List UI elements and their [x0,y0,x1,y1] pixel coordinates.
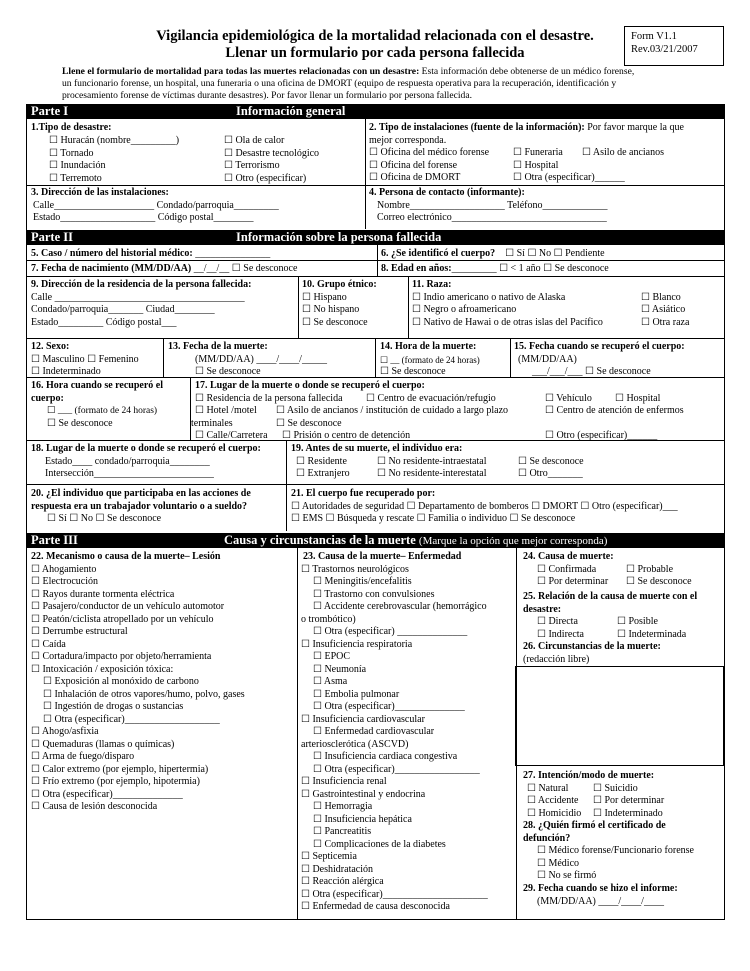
option-natural[interactable]: ☐ Natural [527,782,569,794]
injury-option-item[interactable]: ☐ Cortadura/impacto por objeto/herramienta [31,651,212,662]
part3-header [26,533,725,548]
option-funeral-home[interactable]: ☐ Funeraria [513,147,563,158]
option-sex-undetermined[interactable]: ☐ Indeterminado [31,366,101,377]
option-non-hispanic[interactable]: ☐ No hispano [302,304,360,315]
disease-option-item: arteriosclerótica (ASCVD) [301,738,409,750]
hotel-continuation: terminales [191,417,233,429]
section-20-heading-2: respuesta era un trabajador voluntario o a sueldo? [31,500,248,512]
injury-option-item[interactable]: ☐ Causa de lesión desconocida [31,801,158,812]
report-date-field[interactable]: (MM/DD/AA) ____/____/____ [537,895,664,907]
section-14-death-time [380,341,508,379]
injury-option-item[interactable]: ☐ Intoxicación / exposición tóxica: [31,663,174,675]
section-14-heading: 14. Hora de la muerte: [380,341,477,352]
disease-option-item[interactable]: ☐ Deshidratación [301,863,373,875]
option-terrorism[interactable]: ☐ Terrorismo [224,160,280,171]
disease-option-item[interactable]: ☐ Septicemia [301,851,357,862]
disease-option-item[interactable]: ☐ Insuficiencia renal [301,776,387,787]
instructions-line2: un funcionario forense, un hospital, una funeraria o una oficina de DMORT (equipo de respuesta operativa para la recuperación, identificación y [62,78,617,89]
option-suicide[interactable]: ☐ Suicidio [593,782,638,794]
option-direct[interactable]: ☐ Directa [537,616,578,627]
contact-email[interactable]: Correo electrónico_______________________________ [377,212,607,223]
injury-option-item[interactable]: ☐ Calor extremo (por ejemplo, hipertermia) [31,763,209,775]
option-pending[interactable]: ☐ Por determinar [537,576,609,587]
option-homicide[interactable]: ☐ Homicidio [527,807,582,819]
section-3-facility-address [31,187,361,225]
option-long-term-care[interactable]: ☐ Asilo de ancianos / institución de cuidado a largo plazo [276,405,509,416]
option-probable[interactable]: ☐ Probable [626,563,674,575]
option-other-race[interactable]: ☐ Otra raza [641,316,690,328]
field-birth-date [31,263,297,276]
section-11-heading: 11. Raza: [412,279,452,290]
injury-option-item[interactable]: ☐ Derrumbe estructural [31,626,128,637]
option-residency-unknown[interactable]: ☐ Se desconoce [518,455,584,467]
section-20-worker [31,488,284,526]
part1-header [26,104,725,119]
option-possible[interactable]: ☐ Posible [617,616,658,627]
section-22-heading: 22. Mecanismo o causa de la muerte– Lesión [31,551,221,562]
section-1-heading: 1.Tipo de desastre: [31,122,112,133]
part2-header [26,230,725,245]
section-16-heading-2: cuerpo: [31,392,64,404]
section-23-heading: 23. Causa de la muerte– Enfermedad [303,551,462,562]
section-29-report-date [523,883,723,908]
option-prison[interactable]: ☐ Prisión o centro de detención [282,430,411,441]
section-5-label: 5. Caso / número del historial médico: [31,248,193,259]
section-15-heading: 15. Fecha cuando se recuperó el cuerpo: [514,341,685,352]
option-nursing-home[interactable]: ☐ Asilo de ancianos [582,147,665,158]
form-title-line1: Vigilancia epidemiológica de la mortalidad relacionada con el desastre. [156,28,594,44]
location-state-county[interactable]: Estado____ condado/parroquia________ [45,455,210,467]
injury-option-item[interactable]: ☐ Frío extremo (por ejemplo, hipotermia) [31,776,200,787]
part1-title: Información general [236,104,346,118]
section-10-ethnicity [302,279,406,329]
disease-option-item[interactable]: ☐ Complicaciones de la diabetes [313,838,446,850]
option-black[interactable]: ☐ Negro o afroamericano [412,304,517,315]
option-other-place[interactable]: ☐ Otro (especificar)______ [545,430,658,441]
part2-label: Parte II [31,230,73,244]
instructions-line1: Esta información debe obtenerse de un médico forense, [419,66,635,77]
option-residency-other[interactable]: ☐ Otro_______ [518,468,583,479]
option-physician[interactable]: ☐ Médico [537,857,580,869]
residence-state-zip[interactable]: Estado_________ Código postal___ [31,316,177,328]
injury-option-item[interactable]: ☐ Caída [31,638,66,650]
form-version-box [624,26,724,66]
section-8-label: 8. Edad en años: [381,263,452,274]
disease-option-item[interactable]: ☐ Hemorragia [313,801,373,812]
disease-option-item[interactable]: ☐ Accidente cerebrovascular (hemorrágico [313,601,487,612]
recovery-time-field[interactable]: ☐ ___ (formato de 24 horas) [47,406,158,416]
option-intrastate[interactable]: ☐ No residente-intraestatal [377,455,487,467]
injury-option-item[interactable]: ☐ Ahogo/asfixia [31,726,99,737]
option-heat-wave[interactable]: ☐ Ola de calor [224,135,285,146]
option-hospital-source[interactable]: ☐ Hospital [513,159,559,171]
instructions-line3: procesamiento forense de víctimas durante desastres). Por favor llenar un formulario por persona fallecida. [62,90,472,101]
option-medical-examiner[interactable]: ☐ Médico forense/Funcionario forense [537,845,694,856]
part1-label: Parte I [31,104,69,118]
section-21-heading: 21. El cuerpo fue recuperado por: [291,488,436,499]
option-confirmed[interactable]: ☐ Confirmada [537,563,597,575]
section-19-residency [291,443,723,481]
section-28-heading: 28. ¿Quién firmó el certificado de [523,820,666,831]
option-not-signed[interactable]: ☐ No se firmó [537,870,597,881]
option-coroner-office[interactable]: ☐ Oficina del médico forense [369,147,490,158]
age-options[interactable]: _________ ☐ < 1 año ☐ Se desconoce [451,263,609,274]
option-manner-pending[interactable]: ☐ Por determinar [593,795,665,806]
field-body-identified [381,248,605,261]
disease-option-item[interactable]: ☐ Meningitis/encefalitis [313,576,412,587]
disease-option-item[interactable]: ☐ Embolia pulmonar [313,688,400,700]
disease-option-item[interactable]: ☐ Otra (especificar)_________________ [313,763,480,775]
section-16-heading: 16. Hora cuando se recuperó el [31,380,164,391]
section-2-heading-note: Por favor marque la que [584,122,684,133]
disease-option-item[interactable]: ☐ Enfermedad de causa desconocida [301,901,450,912]
death-date-field[interactable]: (MM/DD/AA) ____/____/_____ [195,353,327,365]
sex-options[interactable]: ☐ Masculino ☐ Femenino [31,353,139,365]
option-interstate[interactable]: ☐ No residente-interestatal [377,468,487,479]
circumstances-hint: (redacción libre) [523,653,590,665]
section-12-heading: 12. Sexo: [31,341,70,352]
contact-name-phone[interactable]: Nombre___________________ Teléfono_____________ [377,199,608,211]
death-time-unknown[interactable]: ☐ Se desconoce [380,366,446,377]
recovery-date-format: (MM/DD/AA) [518,353,577,365]
section-1-disaster-type [31,122,361,184]
section-25-relation [523,591,723,641]
section-28-certifier [523,820,723,883]
disease-option-item[interactable]: ☐ Trastorno con convulsiones [313,588,435,600]
option-cause-unknown[interactable]: ☐ Se desconoce [626,576,692,587]
injury-option-item[interactable]: ☐ Electrocución [31,576,98,587]
disease-option-item[interactable]: ☐ EPOC [313,651,351,662]
section-16-recovery-time [31,380,188,430]
option-street[interactable]: ☐ Calle/Carretera [195,430,268,441]
section-25-heading: 25. Relación de la causa de muerte con el [523,591,698,602]
injury-option-item[interactable]: ☐ Ahogamiento [31,563,97,575]
option-indeterminate[interactable]: ☐ Indeterminada [617,628,687,640]
injury-option-item[interactable]: ☐ Rayos durante tormenta eléctrica [31,588,175,600]
death-date-unknown[interactable]: ☐ Se desconoce [195,366,261,377]
option-pacific-islander[interactable]: ☐ Nativo de Hawai o de otras islas del Pacífico [412,316,603,328]
section-15-recovery-date [514,341,724,379]
section-23-disease [301,551,513,914]
section-24-cause-status [523,551,723,589]
section-18-location [31,443,284,481]
option-tornado[interactable]: ☐ Tornado [49,147,94,159]
option-hospice[interactable]: ☐ Centro de atención de enfermos [545,405,684,416]
recovered-by-row1[interactable]: ☐ Autoridades de seguridad ☐ Departamento de bomberos ☐ DMORT ☐ Otro (especificar)___ [291,500,678,512]
disease-option-item[interactable]: ☐ Pancreatitis [313,826,372,837]
option-foreign[interactable]: ☐ Extranjero [296,468,350,479]
disease-option-item[interactable]: ☐ Trastornos neurológicos [301,563,409,575]
part2-title: Información sobre la persona fallecida [236,230,442,244]
section-21-recovered-by [291,488,723,526]
disease-option-item[interactable]: ☐ Otra (especificar)______________ [313,701,465,712]
location-intersection[interactable]: Intersección________________________ [45,468,214,479]
residence-county-city[interactable]: Condado/parroquia_______ Ciudad________ [31,304,215,315]
section-18-heading: 18. Lugar de la muerte o donde se recuperó el cuerpo: [31,443,261,454]
birth-date-options[interactable]: __/__/__ ☐ Se desconoce [193,263,298,274]
section-27-manner [523,770,723,820]
injury-option-item[interactable]: ☐ Otra (especificar)______________ [31,788,183,800]
section-28-heading-2: defunción? [523,832,571,844]
part3-label: Parte III [31,533,78,547]
body-identified-options[interactable]: ☐ Sí ☐ No ☐ Pendiente [505,248,605,259]
disease-option-item[interactable]: ☐ Insuficiencia cardiaca congestiva [313,751,458,762]
option-flood[interactable]: ☐ Inundación [49,160,106,171]
field-case-number[interactable] [31,248,270,261]
section-9-residence [31,279,295,329]
form-title-line2: Llenar un formulario por cada persona fallecida [225,45,525,61]
section-17-place-of-death [191,380,723,443]
disease-option-item[interactable]: ☐ Enfermedad cardiovascular [313,726,435,737]
option-manner-undetermined[interactable]: ☐ Indeterminado [593,807,663,819]
instructions-bold: Llene el formulario de mortalidad para todas las muertes relacionadas con un desastre: [62,66,420,77]
section-26-heading: 26. Circunstancias de la muerte: [523,641,661,652]
option-earthquake[interactable]: ☐ Terremoto [49,172,102,184]
section-19-heading: 19. Antes de su muerte, el individuo era: [291,443,463,454]
disease-option-item[interactable]: ☐ Gastrointestinal y endocrina [301,788,426,800]
section-7-label: 7. Fecha de nacimiento (MM/DD/AA) [31,263,192,274]
injury-option-item[interactable]: ☐ Quemaduras (llamas o químicas) [31,738,175,750]
option-asian[interactable]: ☐ Asiático [641,304,686,315]
option-resident[interactable]: ☐ Residente [296,455,347,467]
worker-options[interactable]: ☐ Sí ☐ No ☐ Se desconoce [47,513,162,524]
option-indirect[interactable]: ☐ Indirecta [537,628,584,640]
section-4-contact [369,187,721,225]
recovery-date-field[interactable]: ___/___/___ ☐ Se desconoce [532,366,651,377]
residence-street[interactable]: Calle ______________________________________ [31,291,245,303]
form-revision: Rev.03/21/2007 [631,44,698,55]
option-tech-disaster[interactable]: ☐ Desastre tecnológico [224,147,320,159]
option-forensic-office[interactable]: ☐ Oficina del forense [369,159,458,171]
section-22-injury [31,551,293,814]
section-29-heading: 29. Fecha cuando se hizo el informe: [523,883,678,894]
injury-option-item[interactable]: ☐ Pasajero/conductor de un vehículo automotor [31,601,225,612]
section-17-heading: 17. Lugar de la muerte o donde se recuperó el cuerpo: [195,380,425,391]
injury-option-item[interactable]: ☐ Exposición al monóxido de carbono [43,676,199,687]
injury-option-item[interactable]: ☐ Inhalación de otros vapores/humo, polvo, gases [43,688,245,700]
option-hotel[interactable]: ☐ Hotel /motel [195,405,257,416]
option-vehicle[interactable]: ☐ Vehículo [545,392,592,404]
section-2-facility-type [369,122,721,185]
recovery-time-unknown[interactable]: ☐ Se desconoce [47,417,113,429]
death-time-field[interactable]: ☐ __ (formato de 24 horas) [380,354,480,365]
facility-address-line2[interactable]: Estado___________________ Código postal________ [33,212,254,223]
option-ethnicity-unknown[interactable]: ☐ Se desconoce [302,316,368,328]
disease-option-item[interactable]: ☐ Asma [313,676,348,687]
section-6-label: 6. ¿Se identificó el cuerpo? [381,248,496,259]
facility-address-line1[interactable]: Calle____________________ Condado/parroquia_________ [33,199,279,211]
option-other-disaster[interactable]: ☐ Otro (especificar) [224,172,307,184]
section-27-heading: 27. Intención/modo de muerte: [523,770,655,781]
part3-note: (Marque la opción que mejor corresponda) [418,535,608,547]
form-title [130,28,620,62]
injury-option-item[interactable]: ☐ Arma de fuego/disparo [31,751,135,762]
section-20-heading: 20. ¿El individuo que participaba en las acciones de [31,488,251,499]
disease-option-item[interactable]: ☐ Insuficiencia cardiovascular [301,713,425,725]
section-24-heading: 24. Causa de muerte: [523,551,614,562]
option-dmort-office[interactable]: ☐ Oficina de DMORT [369,172,461,183]
option-hispanic[interactable]: ☐ Hispano [302,291,347,303]
option-shelter[interactable]: ☐ Centro de evacuación/refugio [366,392,496,404]
injury-option-item[interactable]: ☐ Otra (especificar)___________________ [43,713,220,725]
option-accident[interactable]: ☐ Accidente [527,795,579,806]
option-hurricane[interactable]: ☐ Huracán (nombre_________) [49,135,180,146]
disease-option-item[interactable]: ☐ Insuficiencia hepática [313,813,412,825]
case-number-blank: _______________ [195,248,271,259]
option-place-unknown[interactable]: ☐ Se desconoce [276,417,342,429]
section-10-heading: 10. Grupo étnico: [302,279,377,290]
disease-option-item[interactable]: ☐ Reacción alérgica [301,876,384,887]
option-white[interactable]: ☐ Blanco [641,291,681,303]
option-other-source[interactable]: ☐ Otra (especificar)______ [513,172,625,183]
field-age [381,263,609,276]
section-25-heading-2: desastre: [523,603,562,615]
option-residence[interactable]: ☐ Residencia de la persona fallecida [195,392,343,404]
section-26-circumstances [523,641,723,666]
circumstances-textbox[interactable] [515,666,724,766]
section-13-heading: 13. Fecha de la muerte: [168,341,268,352]
section-13-death-date [168,341,373,379]
section-2-heading: 2. Tipo de instalaciones (fuente de la información): [369,122,585,133]
section-4-heading: 4. Persona de contacto (informante): [369,187,525,198]
injury-option-item[interactable]: ☐ Peatón/ciclista atropellado por un vehículo [31,613,214,625]
part3-title: Causa y circunstancias de la muerte [224,533,416,547]
section-2-heading-note2: mejor corresponda. [369,134,447,146]
disease-option-item[interactable]: ☐ Otra (especificar) ______________ [313,626,468,637]
form-id: Form V1.1 [631,31,677,42]
recovered-by-row2[interactable]: ☐ EMS ☐ Búsqueda y rescate ☐ Familia o individuo ☐ Se desconoce [291,513,576,524]
section-11-race [412,279,722,328]
disease-option-item[interactable]: ☐ Otra (especificar)_____________________ [301,888,488,900]
instructions [62,66,692,102]
section-3-heading: 3. Dirección de las instalaciones: [31,187,169,198]
disease-option-item: o trombótico) [301,613,356,625]
option-hospital-place[interactable]: ☐ Hospital [615,392,661,404]
injury-option-item[interactable]: ☐ Ingestión de drogas o sustancias [43,701,184,712]
disease-option-item[interactable]: ☐ Insuficiencia respiratoria [301,638,413,650]
section-12-sex [31,341,161,379]
option-native-american[interactable]: ☐ Indio americano o nativo de Alaska [412,291,566,303]
disease-option-item[interactable]: ☐ Neumonía [313,663,367,675]
section-9-heading: 9. Dirección de la residencia de la persona fallecida: [31,279,252,290]
